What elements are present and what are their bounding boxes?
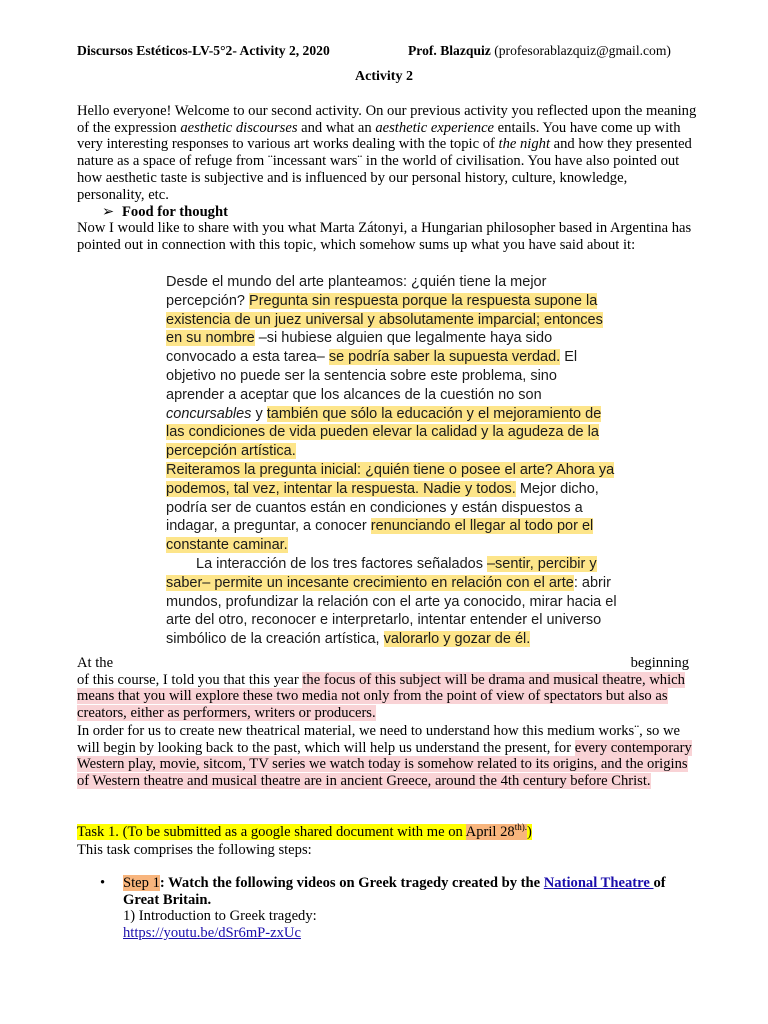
youtube-video-link[interactable]: https://youtu.be/dSr6mP-zxUc	[123, 925, 301, 942]
step-1-text-2: of Great Britain.	[123, 875, 666, 908]
quote-highlight: renunciando el llegar al todo por el constante caminar.	[166, 518, 594, 554]
professor-info	[408, 43, 671, 60]
quote-highlight: Pregunta sin respuesta porque la respuesta supone la existencia de un juez universal y absolutamente imparcial; entonces en su nombre	[166, 292, 603, 347]
intro-italic-3: the night	[498, 136, 550, 153]
steps-intro: This task comprises the following steps:	[77, 842, 312, 858]
task-date-text: April 28	[465, 824, 515, 840]
step-1-label: Step 1	[123, 875, 160, 891]
task-close-paren: )	[526, 824, 532, 840]
intro-text-2: and what an	[297, 119, 376, 136]
share-paragraph: Now I would like to share with you what Marta Zátonyi, a Hungarian philosopher based in Argentina has pointed out in connection with this topic, which somehow sums up what you have said about it:	[77, 220, 692, 253]
quote-paragraph-2	[166, 461, 618, 555]
step-1-content	[123, 875, 703, 942]
intro-paragraph	[77, 103, 697, 203]
bullet-icon: •	[100, 875, 106, 891]
quote-text: Desde el mundo del arte planteamos: ¿quién tiene la mejor percepción?	[166, 274, 547, 309]
quote-text: Mejor dicho, podría ser de cuantos están en condiciones y están dispuestos a indagar, a preguntar, a conocer	[166, 480, 599, 535]
at-the-text: At the	[77, 655, 114, 671]
course-title: Discursos Estéticos-LV-5°2- Activity 2, 2020	[77, 43, 330, 58]
intro-text-3: entails. You have come up with very interesting responses to various art works dealing with the topic of	[77, 119, 681, 153]
step-1-heading	[123, 875, 703, 908]
course-focus-paragraph	[77, 655, 697, 722]
step-1-sub: 1) Introduction to Greek tragedy:	[123, 908, 317, 925]
quote-text: y	[251, 405, 267, 422]
course-focus-text: of this course, I told you that this year	[77, 671, 303, 688]
quote-highlight: se podría saber la supuesta verdad.	[328, 349, 561, 366]
quote-paragraph-3	[166, 555, 618, 649]
course-focus-line-1	[77, 655, 689, 672]
quote-text: –si hubiese alguien que legalmente haya sido convocado a esta tarea–	[166, 330, 553, 366]
quote-highlight: –sentir, percibir y saber– permite un incesante crecimiento en relación con el arte	[166, 555, 597, 591]
food-for-thought-heading	[102, 204, 228, 221]
origins-text: In order for us to create new theatrical material, we need to understand how this medium works¨, so we will begin by looking back to the past, which will help us understand the present, for	[77, 723, 681, 756]
intro-italic-2: aesthetic experience	[375, 119, 495, 136]
origins-paragraph	[77, 723, 697, 790]
quote-text: La interacción de los tres factores señalados	[196, 555, 487, 572]
origins-highlight: every contemporary Western play, movie, sitcom, TV series we watch today is somehow related to its origins, and the origins of Western theatre and musical theatre are in ancient Greece, around the 4th century before Christ.	[77, 739, 692, 790]
page-title: Activity 2	[355, 69, 413, 84]
task-date	[466, 824, 527, 840]
quote-highlight: también que sólo la educación y el mejoramiento de las condiciones de vida pueden elevar la calidad y la agudeza de la percepción artística.	[166, 405, 602, 460]
task-date-suffix: th).	[514, 822, 527, 833]
task-text: Task 1. (To be submitted as a google shared document with me on	[77, 824, 466, 840]
beginning-text: beginning	[630, 655, 689, 671]
quote-image-text	[166, 273, 618, 649]
quote-highlight: valorarlo y gozar de él.	[383, 631, 531, 648]
course-focus-highlight: the focus of this subject will be drama and musical theatre, which means that you will explore these two media not only from the point of view of spectators but also as creators, either as performers, writers or producers.	[77, 671, 685, 722]
step-1-text: : Watch the following videos on Greek tragedy created by the	[159, 875, 544, 891]
food-for-thought-label: Food for thought	[122, 204, 228, 220]
quote-text: : abrir mundos, profundizar la relación con el arte ya conocido, mirar hacia el arte del otro, reconocer e interpretarlo, intentar entender el universo simbólico de la creación artística,	[166, 574, 617, 648]
professor-name: Prof. Blazquiz	[408, 43, 491, 58]
quote-text: El objetivo no puede ser la sentencia sobre este problema, sino aprender a aceptar que los alcances de la cuestión no son	[166, 349, 578, 403]
intro-text-1: Hello everyone! Welcome to our second activity. On our previous activity you reflected upon the meaning of the expression	[77, 103, 697, 136]
professor-email: (profesorablazquiz@gmail.com)	[490, 43, 671, 58]
intro-text-4: and how they presented nature as a space of refuge from ¨incessant wars¨ in the world of civilisation. You have also pointed out how aesthetic taste is subjective and is influenced by our personal history, culture, knowledge, personality, etc.	[77, 136, 692, 203]
task-heading	[77, 824, 697, 841]
quote-paragraph-1	[166, 273, 618, 461]
quote-italic: concursables	[166, 405, 252, 422]
national-theatre-link[interactable]: National Theatre	[543, 875, 654, 891]
quote-highlight: Reiteramos la pregunta inicial: ¿quién tiene o posee el arte? Ahora ya podemos, tal vez, intentar la respuesta. Nadie y todos.	[166, 461, 615, 497]
intro-italic-1: aesthetic discourses	[180, 119, 298, 136]
arrow-bullet-icon: ➢	[102, 204, 115, 220]
